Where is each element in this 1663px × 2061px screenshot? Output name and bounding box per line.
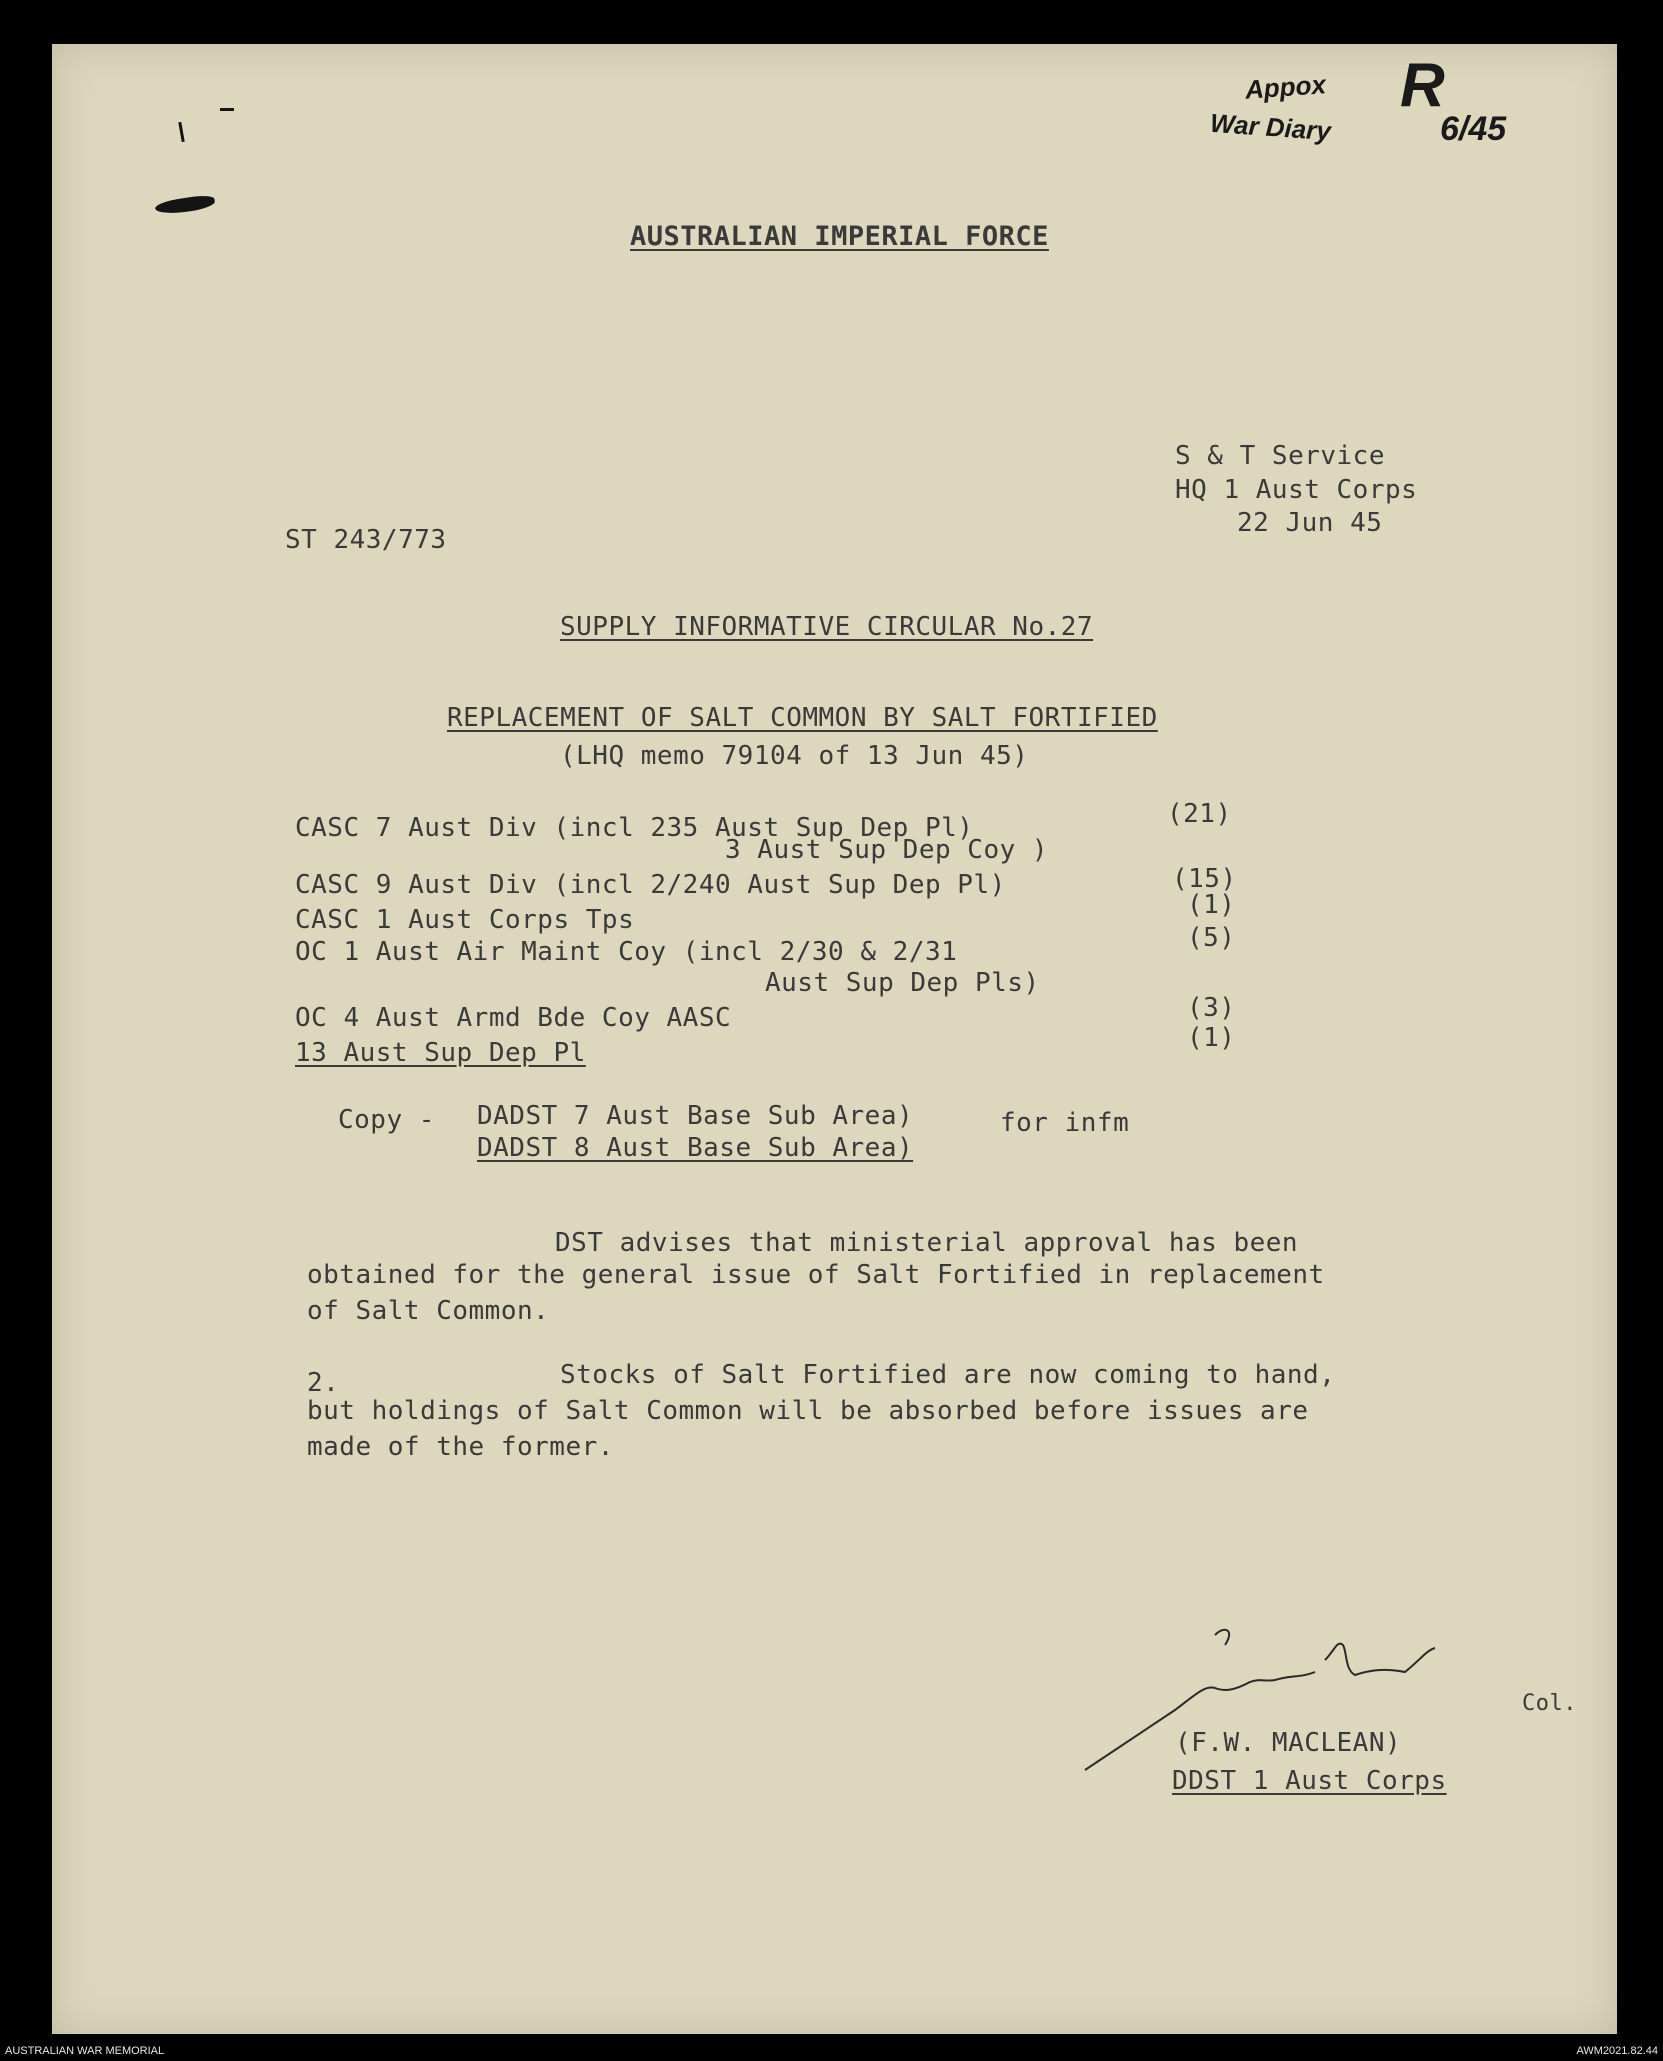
- annotation-line2: War Diary: [1209, 107, 1332, 147]
- annotation-line1: Appox: [1244, 69, 1327, 105]
- document-title: AUSTRALIAN IMPERIAL FORCE: [630, 221, 1049, 252]
- subject-reference: (LHQ memo 79104 of 13 Jun 45): [560, 741, 1029, 771]
- paragraph2-line3: made of the former.: [307, 1432, 614, 1462]
- signature-name: (F.W. MACLEAN): [1175, 1728, 1402, 1758]
- annotation-letter: R: [1400, 51, 1445, 120]
- sender-line1: S & T Service: [1175, 441, 1385, 471]
- distribution-count: (5): [1187, 923, 1236, 953]
- paragraph1-line1: DST advises that ministerial approval has been: [555, 1228, 1299, 1258]
- distribution-count: (15): [1172, 864, 1237, 894]
- distribution-entry: Aust Sup Dep Pls): [765, 968, 1040, 998]
- distribution-count: (1): [1187, 890, 1236, 920]
- paragraph2-line2: but holdings of Salt Common will be absorbed before issues are: [307, 1396, 1309, 1426]
- paragraph2-number: 2.: [307, 1368, 340, 1398]
- copy-line1: DADST 7 Aust Base Sub Area): [477, 1101, 914, 1131]
- distribution-entry: OC 4 Aust Armd Bde Coy AASC: [295, 1003, 732, 1033]
- subject-line: REPLACEMENT OF SALT COMMON BY SALT FORTIFIED: [447, 703, 1158, 733]
- reference-number: ST 243/773: [285, 525, 447, 555]
- signature-rank: Col.: [1522, 1691, 1577, 1716]
- pin-mark: [220, 108, 234, 111]
- copy-label: Copy -: [338, 1105, 435, 1135]
- distribution-entry: OC 1 Aust Air Maint Coy (incl 2/30 & 2/31: [295, 937, 958, 967]
- distribution-entry: 3 Aust Sup Dep Coy ): [725, 835, 1049, 865]
- signature-title: DDST 1 Aust Corps: [1172, 1766, 1447, 1796]
- circular-title: SUPPLY INFORMATIVE CIRCULAR No.27: [560, 612, 1094, 642]
- paragraph1-line2: obtained for the general issue of Salt Fortified in replacement: [307, 1260, 1325, 1290]
- paragraph2-line1: Stocks of Salt Fortified are now coming to hand,: [560, 1360, 1336, 1390]
- annotation-date: 6/45: [1440, 110, 1507, 148]
- paragraph1-line3: of Salt Common.: [307, 1296, 550, 1326]
- footer-left: AUSTRALIAN WAR MEMORIAL: [5, 2045, 165, 2057]
- distribution-entry: CASC 1 Aust Corps Tps: [295, 905, 635, 935]
- distribution-entry: 13 Aust Sup Dep Pl: [295, 1038, 586, 1068]
- distribution-entry: CASC 9 Aust Div (incl 2/240 Aust Sup Dep Pl): [295, 870, 1006, 900]
- distribution-entry: CASC 7 Aust Div (incl 235 Aust Sup Dep Pl): [295, 813, 974, 843]
- footer-right: AWM2021.82.44: [1576, 2045, 1658, 2057]
- copy-line2: DADST 8 Aust Base Sub Area): [477, 1133, 914, 1163]
- sender-date: 22 Jun 45: [1237, 508, 1383, 538]
- distribution-count: (1): [1187, 1023, 1236, 1053]
- distribution-count: (21): [1167, 799, 1232, 829]
- copy-purpose: for infm: [1000, 1108, 1130, 1138]
- distribution-count: (3): [1187, 993, 1236, 1023]
- sender-line2: HQ 1 Aust Corps: [1175, 475, 1418, 505]
